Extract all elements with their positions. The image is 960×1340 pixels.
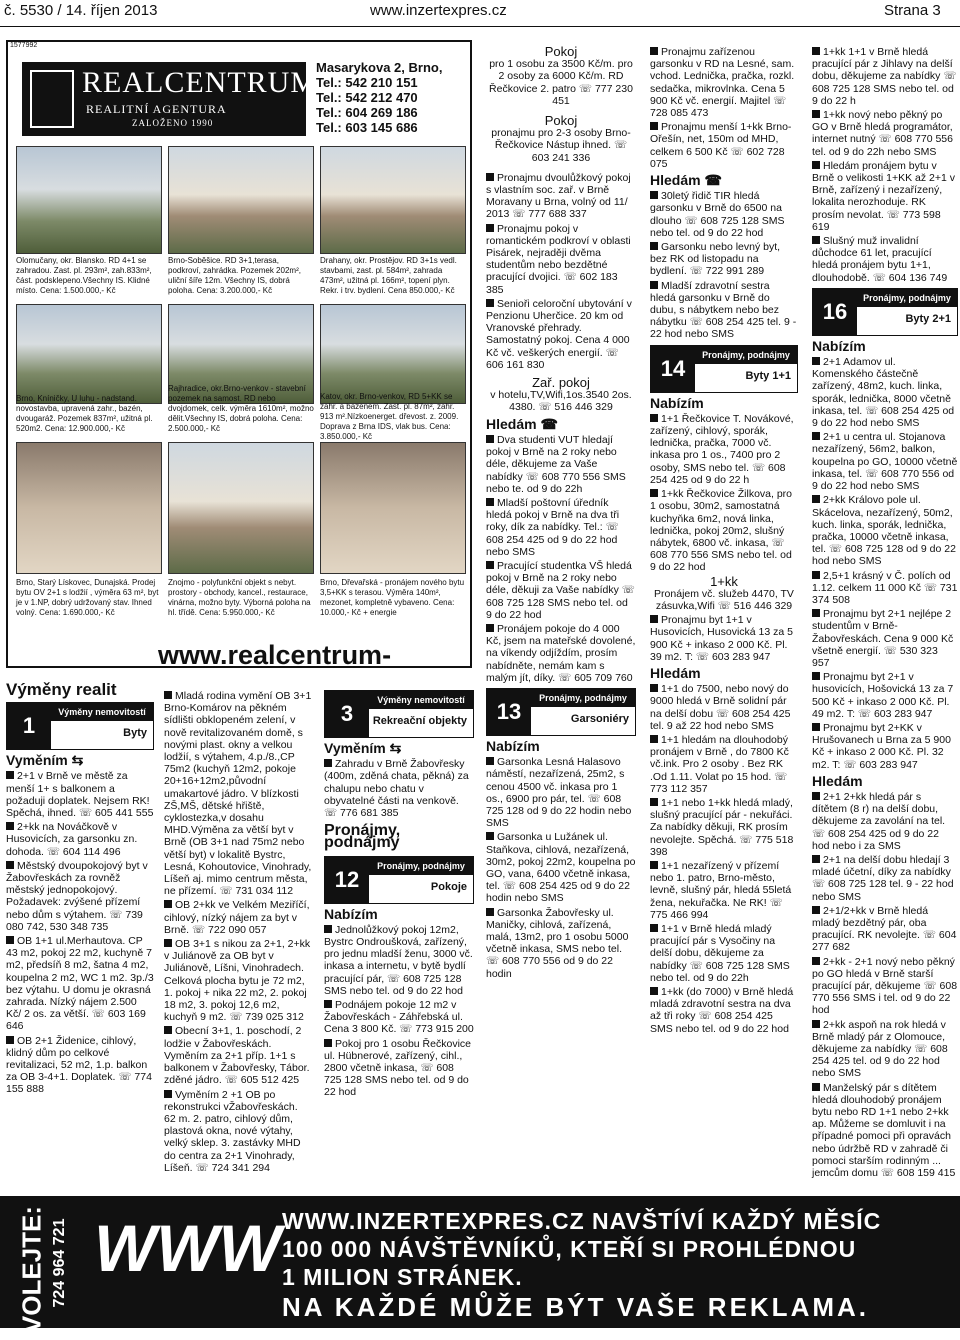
site-link[interactable]: www.inzertexpres.cz — [370, 2, 507, 19]
classified-ad: OB 2+1 Židenice, cihlový, klidný dům po celkové revitalizaci, 52 m2, 1.p. balkon za OB 3-4+1. Doplatek. ☏ 774 155 888 — [6, 1034, 152, 1096]
subheading: Hledám ☎ — [486, 415, 558, 432]
property-photo — [16, 304, 162, 404]
classified-ad: 2+1 na delší dobu hledají 3 mladé účetní, díky za nabídky ☏ 608 725 128 tel. 9 - 22 hod nebo SMS — [812, 853, 954, 903]
classified-ad: Pronajmu byt 2+1 nejlépe 2 studentům v Brně-Žabovřeskách. Cena 9 000 Kč všetně energií. ☏ 530 323 957 — [812, 608, 954, 669]
category-box: Výměny nemovitostí 1 Byty — [6, 702, 154, 750]
property-caption: Olomučany, okr. Blansko. RD 4+1 se zahradou. Zast. pl. 293m², zah.833m², část. podsklepeno.Všechny IS. Klidné místo. Cena: 1.500.000,- Kč — [16, 256, 152, 295]
column-5 — [650, 46, 798, 1037]
logo-founded: ZALOŽENO 1990 — [132, 118, 214, 128]
classified-ad: 1+kk (do 7000) v Brně hledá mladá zdravotní sestra na dva až tři roky ☏ 608 254 425 SMS nebo tel. od 9 do 22 hod — [650, 986, 794, 1035]
classified-ad: 2+1 2+kk hledá pár s dítětem (8 r) na delší dobu, děkujeme za zavolání na tel. ☏ 608 254 425 od 9 do 22 hod nebo i za SMS — [812, 790, 946, 852]
property-caption: Brno, Dřevařská - pronájem nového bytu 3,5+KK s terasou. Výměra 140m², mezonet, kompletně vybaveno. Cena: 10.000,- Kč + energie — [320, 578, 465, 617]
classified-ad: 1+1 nezařízený v přízemí nebo 1. patro, Brno-město, levně, slušný pár, hledá 55letá žena, nekuřačka. Ne RK! ☏ 775 466 994 — [650, 859, 792, 921]
classified-ad: 2+1 v Brně ve městě za menší 1+ s balkonem a požaduji doplatek. Nejsem RK! Spěchá, ihned. ☏ 605 441 555 — [6, 770, 154, 820]
classified-ad: OB 1+1 ul.Merhautova. CP 43 m2, pokoj 22 m2, kuchyně 7 m2, předsíň 8 m2, šatna 4 m2, koupelna 2 m2, WC 1 m2. 3p./3 bez výtahu. U domu je okrasná zahrada. Nízký nájem 2.500 Kč/ 2 os. za větší. ☏ 603 169 646 — [6, 935, 154, 1033]
classified-ad: 1+kk nový nebo pěkný po GO v Brně hledá programátor, internet nutný ☏ 608 770 556 tel. od 9 do 22h nebo SMS — [812, 109, 953, 158]
classified-ad: Pronajmu byt 2+1 v husovicích, Hošovická 13 za 7 500 Kč + inkaso 2 000 Kč. Pl. 49 m2. T: ☏ 603 283 947 — [812, 671, 954, 720]
classified-ad: Pronajmu byt 2+KK v Hrušovanech u Brna za 5 900 Kč + inkaso 2 000 Kč. Pl. 32 m2. T: ☏ 603 283 947 — [812, 721, 951, 771]
subheading: Hledám — [812, 772, 863, 789]
classified-ad: 1+1 nebo 1+kk hledá mladý, slušný pracující pár - nekuřáci. Za nabídky děkuji, RK prosím nevolejte. Spěchá. ☏ 775 518 398 — [650, 796, 794, 858]
classified-ad: v hotelu,TV,Wifi,1os.3540 2os. 4380. ☏ 516 446 329 — [490, 389, 632, 414]
classified-ad: 1+1 do 7500, nebo nový do 9000 hledá v Brně solidní pár na delší dobu ☏ 608 254 425 tel. 9 až 22 hod nebo SMS — [650, 683, 791, 732]
column-6 — [812, 46, 958, 1181]
ad-id: 1577992 — [10, 42, 38, 49]
classified-ad: Hledám pronájem bytu v Brně o velikosti 1+KK až 2+1 v Brně, zařízený i nezařízený, lokalita nerozhoduje. RK prosím nevolat. ☏ 773 598 619 — [812, 159, 955, 233]
subheading: Nabízím — [486, 737, 540, 754]
page-number: Strana 3 — [884, 2, 941, 19]
classified-ad: 2+kk - 2+1 nový nebo pěkný po GO hledá v Brně starší pracující pár, děkujeme ☏ 608 770 556 SMS i tel. od 9 do 22 hod — [812, 955, 958, 1017]
classified-ad: Mladší poštovní úředník hledá pokoj v Brně na dva tři roky, dík za nabídky. Tel.: ☏ 608 254 425 od 9 do 22 hod nebo SMS — [486, 496, 620, 558]
category-box: Výměny nemovitostí 3 Rekreační objekty — [324, 690, 474, 738]
classified-ad: 2,5+1 krásný v Č. polích od 1.12. celkem 11 000 Kč ☏ 731 374 508 — [812, 569, 958, 606]
classified-ad: 2+1 u centra ul. Stojanova nezařízený, 56m2, balkon, koupelna po GO, 10000 včetně inkasa, tel. ☏ 608 770 556 od 9 do 22 hod nebo SMS — [812, 431, 958, 493]
classified-ad: 2+1 Adamov ul. Komenského částečně zařízený, 48m2, kuch. linka, sporák, lednička, 8000 včetně inkasa, tel. ☏ 608 254 425 od 9 do 22 hod nebo SMS — [812, 356, 955, 430]
classified-ad: Garsonka Žabovřesky ul. Maničky, cihlová, zařízená, malá, 13m2, pro 1 osobu 5000 včetně inkasa, SMS nebo tel. ☏ 608 770 556 od 9 do 22 hodin — [486, 906, 629, 980]
column-4 — [486, 46, 636, 982]
category-box: Pronájmy, podnájmy 16 Byty 2+1 — [812, 288, 958, 336]
classified-ad: pro 1 osobu za 3500 Kč/m. pro 2 osoby za 6000 Kč/m. RD Řečkovice 2. patro ☏ 777 230 451 — [489, 58, 633, 107]
property-caption: Brno, Starý Lískovec, Dunajská. Prodej bytu OV 2+1 s lodžií , výměra 63 m², byt je v 1.NP, dobrý udržovaný stav. Ihned volný. Cena: 1.690.000,- Kč — [16, 578, 159, 617]
classified-ad: 2+kk aspoň na rok hledá v Brně mladý pár z Olomouce, děkujeme za nabídky ☏ 608 254 425 tel. od 9 do 22 hod nebo SMS — [812, 1018, 948, 1080]
property-caption: Brno, Kníničky, U luhu - nadstand. novostavba, upravená zahr., bazén, dvougaráž. Pozemek 837m², užitná pl. 520m2. Cena: 12.900.000,- Kč — [16, 394, 153, 433]
property-caption: Drahany, okr. Prostějov. RD 3+1s vedl. stavbami, zast. pl. 584m², zahrada 473m², užitná pl. 166m², topení plyn. Rekr. i trv. bydlení. Cena 850.000,- Kč — [320, 256, 457, 295]
call-us-label: VOLEJTE: 724 964 721 — [16, 1205, 68, 1334]
property-caption: Znojmo - polyfunkční objekt s nebyt. prostory - obchody, kancel., restaurace, vinárna, možno byty. Výborná poloha na hl. třídě. Cena: 5.950.000,- Kč — [168, 578, 311, 617]
property-photo — [168, 442, 314, 574]
classified-ad: Podnájem pokoje 12 m2 v Žabovřeskách - Záhřebská ul. Cena 3 800 Kč. ☏ 773 915 200 — [324, 999, 474, 1036]
subheading: Hledám — [650, 664, 701, 681]
section-title: Pronájmy, podnájmy — [324, 822, 401, 852]
realcentrum-ad — [6, 40, 472, 668]
column-2 — [164, 690, 312, 1176]
subheading: Nabízím — [812, 337, 866, 354]
classified-ad: Obecní 3+1, 1. poschodí, 2 lodžie v Žabovřeskách. Vyměním za 2+1 příp. 1+1 s balkonem v Žabovřesky, Tábor. zděné jádro. ☏ 605 512 425 — [164, 1025, 310, 1087]
classified-ad: Slušný muž invalidní důchodce 61 let, pracující hledá pronájem bytu 1+1, dlouhodobě. ☏ 604 136 749 — [812, 235, 948, 284]
classified-ad: Manželský pár s dítětem hledá dlouhodobý pronájem bytu nebo RD 1+1 nebo 2+kk ap. Můžeme se domluvit i na případné pomoci při opravách nebo údržbě RD v zahradě či pomoci starším rodinným ... jemcům domu ☏ 608 159 415 — [812, 1081, 956, 1180]
column-1 — [6, 680, 154, 1098]
property-photo — [16, 442, 162, 574]
banner-line: 1 MILION STRÁNEK. — [282, 1264, 523, 1290]
classified-ad: 1+1 hledám na dlouhodobý pronájem v Brně , do 7800 Kč vč.ink. Pro 2 osoby . Bez RK .Od 1.11. Volat po 15 hod. ☏ 773 112 357 — [650, 733, 789, 795]
classified-ad: Dva studenti VUT hledají pokoj v Brně na 2 roky nebo déle, děkujeme za Vaše nabídky ☏ 608 770 556 SMS nebo te. od 9 do 22h — [486, 433, 626, 495]
classified-ad: Senioři celoroční ubytování v Penzionu Uherčice. 20 km od Vranovské přehrady. Samostatný pokoj. Cena 4 000 Kč vč. veškerých energií. ☏ 606 161 830 — [486, 297, 632, 371]
header-rule — [0, 26, 960, 27]
property-photo — [320, 304, 466, 404]
classified-ad: OB 2+kk ve Velkém Meziříčí, cihlový, nízký nájem za byt v Brně. ☏ 722 090 057 — [164, 899, 310, 936]
classified-ad: 2+kk na Nováčkově v Husovicích, za garsonku zn. dohoda. ☏ 604 114 496 — [6, 821, 138, 858]
category-box: Pronájmy, podnájmy 13 Garsoniéry — [486, 688, 636, 736]
classified-ad: Pokoj pro 1 osobu Řečkovice ul. Hübnerové, zařízený, cihl., 2800 včetně inkasa, ☏ 608 725 128 SMS nebo tel. od 9 do 22 hod — [324, 1037, 471, 1099]
logo-name: REALCENTRUM — [82, 66, 318, 99]
column-3 — [324, 686, 474, 1101]
classified-ad: Pronajmu byt 1+1 v Husovicích, Husovická 13 za 5 900 Kč + inkaso 2 000 Kč. Pl. 39 m2. T: ☏ 603 283 947 — [650, 614, 793, 663]
classified-ad: 2+kk Královo pole ul. Skácelova, nezařízený, 50m2, kuch. linka, sporák, lednička, pračka, 10000 včetně inkasa, tel. ☏ 608 725 128 od 9 do 22 hod nebo SMS — [812, 494, 956, 568]
classified-ad: Mladá rodina vymění OB 3+1 Brno-Komárov na pěkném sídlišti obklopeném zelení, v nově revitalizovaném domě, s novými plast. okny a velkou lodžií, s výtahem, 4.p./8.,CP 75m2 (kuchyň 12m2, pokoje 20+16+12m2,původní umakartové jádro. V blízkosti ZŠ,MŠ, dětské hřiště, cyklostezka,v dosahu MHD.Výměna za větší byt v Brně (OB 3+1 nad 75m2 nebo větší byt) v lokalitě Bystrc, Lesná, Kohoutovice, Vinohrady, Líšeň aj. mimo centrum města, ne přízemí. ☏ 731 034 112 — [164, 690, 312, 898]
classified-ad: Pronájem vč. služeb 4470, TV zásuvka,Wifi ☏ 516 446 329 — [654, 587, 794, 612]
banner-line: WWW.INZERTEXPRES.CZ NAVŠTÍVÍ KAŽDÝ MĚSÍC — [282, 1208, 882, 1234]
classified-ad: Garsonka Lesná Halasovo náměstí, nezařízená, 25m2, s cenou 4500 vč. inkasa pro 1 os., 6900 pro pár, tel. ☏ 608 725 128 od 9 do 22 hodin nebo SMS — [486, 756, 632, 830]
agency-contact: Masarykova 2, Brno, Tel.: 542 210 151 Tel.: 542 212 470 Tel.: 604 269 186 Tel.: 603 145 686 — [316, 60, 443, 135]
subheading: Vyměním ⇆ — [324, 740, 402, 756]
ad-heading: Pokoj — [544, 113, 578, 129]
banner-www-logo: WWW — [94, 1211, 281, 1285]
issue-label: č. 5530 / 14. říjen 2013 — [4, 2, 158, 19]
logo-subtitle: REALITNÍ AGENTURA — [86, 102, 227, 116]
property-caption: Katov, okr. Brno-venkov, RD 5+KK se zahr. a bazenem. Zast. pl. 87m², zahr. 913 m².Nízkoenerget. dřevost. z. 2009. Doprava z Brna IDS, vlak bus. Cena: 3.850.000,- Kč — [320, 392, 459, 441]
category-box: Pronájmy, podnájmy 12 Pokoje — [324, 856, 474, 904]
classified-ad: Městský dvoupokojový byt v Žabovřeskách za rovněž městský jednopokojový. Požadavek: zvýšené přízemí nebo dům s výtahem. ☏ 739 080 742, 530 348 735 — [6, 859, 148, 933]
page-header — [0, 0, 960, 26]
property-photo — [320, 146, 466, 254]
banner-line: NA KAŽDÉ MŮŽE BÝT VAŠE REKLAMA. — [282, 1292, 869, 1322]
logo-mark-icon — [30, 70, 74, 128]
classified-ad: 30letý řidič TIR hledá garsonku v Brně do 6500 na dlouho ☏ 608 725 128 SMS nebo tel. od 9 do 22 hod — [650, 190, 785, 239]
property-caption: Brno-Soběšice. RD 3+1,terasa, podkroví, zahrádka. Pozemek 202m², uliční šíře 12m. Všechny IS, dobrá poloha. Cena: 3.200.000,- Kč — [168, 256, 301, 295]
property-caption: Rajhradice, okr.Brno-venkov - stavební pozemek na samost. RD nebo dvojdomek, celk. výměra 1610m², možno dělit.Všechny IS, dobrá poloha. Cena: 2.500.000,- Kč — [168, 384, 314, 433]
classified-ad: Pronajmu menší 1+kk Brno-Ořešín, net, 150m od MHD, celkem 6 500 Kč ☏ 602 728 075 — [650, 121, 792, 170]
classified-ad: Mladší zdravotní sestra hledá garsonku v Brně do dubu, s nábytkem nebo bez nábytku ☏ 608 254 425 tel. 9 - 22 hod nebo SMS — [650, 279, 797, 341]
subheading: Nabízím — [324, 905, 378, 922]
classified-ad: 1+1 v Brně hledá mladý pracující pár s Vysočiny na delší dobu, děkujeme za nabídky ☏ 608 725 128 SMS nebo tel. od 9 do 22h — [650, 923, 790, 984]
ad-heading: Pokoj — [544, 44, 578, 59]
classified-ad: pronajmu pro 2-3 osoby Brno-Řečkovice Nástup ihned. ☏ 603 241 336 — [491, 127, 631, 164]
classified-ad: 2+1/2+kk v Brně hledá mladý bezdětný pár, oba pracující. RK nevolejte. ☏ 604 277 682 — [812, 904, 957, 954]
classified-ad: 1+kk Řečkovice Žilkova, pro 1 osobu, 30m2, samostatná kuchyňka 6m2, nová linka, lednička, pokoj 20m2, slušný nábytek, 6800 vč. inkasa, ☏ 608 770 556 SMS nebo tel. od 9 do 22 hod — [650, 488, 793, 574]
subheading: Nabízím — [650, 394, 704, 411]
classified-ad: OB 3+1 s nikou za 2+1, 2+kk v Juliánově za OB byt v Juliánově, Líšni, Vinohradech. Celková plocha bytu je 72 m2, 1. pokoj + nika 22 m2, 2. pokoj 18 m2, 3. pokoj 12,6 m2, kuchyň 9 m2. ☏ 739 025 312 — [164, 938, 311, 1024]
section-title: Výměny realit — [6, 680, 117, 699]
property-photo — [16, 146, 162, 254]
classified-ad: Vyměním 2 +1 OB po rekonstrukci vŽabovřeskách. 62 m. 2. patro, cihlový dům, plastová okna, nové výtahy, velký sklep. 3. zastávky MHD do centra za 2+1 Vinohrady, Líšeň. ☏ 724 341 294 — [164, 1088, 301, 1174]
banner-line: 100 000 NÁVŠTĚVNÍKŮ, KTEŘÍ SI PROHLÉDNOU — [282, 1236, 857, 1262]
classified-ad: Zahradu v Brně Žabovřesky (400m, zděná chata, pěkná) za chalupu nebo chatu v obyvatelné části na venkově. ☏ 776 681 385 — [324, 758, 469, 820]
subheading: Vyměním ⇆ — [6, 752, 84, 769]
classified-ad: 1+1 Řečkovice T. Novákové, zařízený, cihlový, sporák, lednička, pračka, 7000 vč. inkasa pro 1 os., 7400 pro 2 osoby, SMS nebo tel. ☏ 608 254 425 od 9 do 22 h — [650, 412, 794, 486]
classified-ad: Pronajmu pokoj v romantickém podkroví v oblasti Pisárek, nejraději dvěma studentům nebo bezdětné pracující dvojici. ☏ 602 183 385 — [486, 222, 631, 296]
subheading: Hledám ☎ — [650, 172, 722, 189]
classified-ad: Pronajmu zařízenou garsonku v RD na Lesné, sam. vchod. Lednička, pračka, rozkl. sedačka, mikrovlnka. Cena 5 900 Kč vč. energií. Majitel ☏ 728 085 473 — [650, 46, 795, 120]
category-box: Pronájmy, podnájmy 14 Byty 1+1 — [650, 345, 798, 393]
classified-ad: Pracující studentka VŠ hledá pokoj v Brně na 2 roky nebo déle, děkuji za Vaše nabídky ☏ 608 725 128 SMS nebo tel. od 9 do 22 hod — [486, 559, 635, 621]
realcentrum-logo — [22, 62, 318, 136]
agency-website-link[interactable]: www.realcentrum- — [158, 640, 392, 668]
property-photo — [168, 146, 314, 254]
classified-ad: Garsonku nebo levný byt, bez RK od listopadu na bydlení. ☏ 722 991 289 — [650, 241, 781, 278]
ad-heading: 1+kk — [710, 573, 738, 589]
property-photo — [320, 442, 466, 574]
classified-ad: Pronajmu dvoulůžkový pokoj s vlastním soc. zař. v Brně Moravany u Brna, volný od 11/ 2013 ☏ 777 688 337 — [486, 171, 631, 221]
classified-ad: Garsonka u Lužánek ul. Staňkova, cihlová, nezařízená, 30m2, pokoj 22m2, koupelna po GO, vana, 6400 včetně inkasa, tel. ☏ 608 254 425 od 9 do 22 hodin nebo SMS — [486, 831, 636, 905]
classified-ad: 1+kk 1+1 v Brně hledá pracující pár z Jihlavy na delší dobu, děkujeme za nabídky ☏ 608 725 128 SMS nebo tel. od 9 do 22 h — [812, 46, 957, 107]
classified-ad: Pronájem pokoje do 4 000 Kč, jsem na mateřské dovolené, na víkendy odjíždím, prosím nabídněte, nemám kam s malým jít, díky. ☏ 605 709 760 — [486, 622, 636, 684]
classified-ad: Jednolůžkový pokoj 12m2, Bystrc Ondroušková, zařízený, pro jednu mladší ženu, 3000 vč. inkasa a internetu, v bytě bydlí pracující pár, ☏ 608 725 128 SMS nebo tel. od 9 do 22 hod — [324, 923, 473, 997]
ad-heading: Zař. pokoj — [532, 375, 590, 391]
